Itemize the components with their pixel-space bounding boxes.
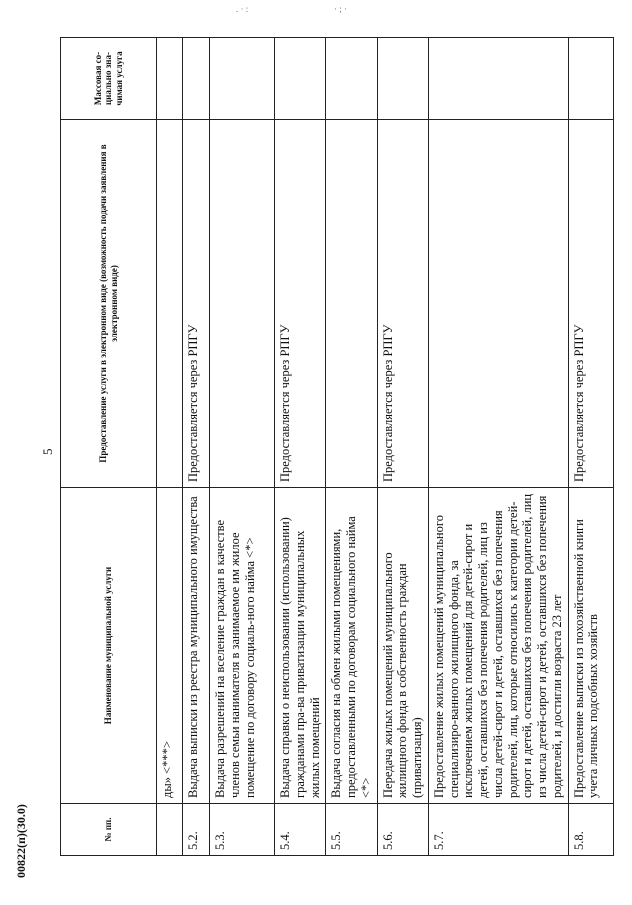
header-mass-service: Массовая со-циально зна-чимая услуга — [61, 38, 157, 120]
row-electronic — [326, 120, 377, 488]
row-electronic: Предоставляется через РПГУ — [275, 120, 326, 488]
row-service-name: Предоставление выписки из похозяйственной книги учета личных подсобных хозяйств — [568, 488, 613, 804]
document-code: 00822(п)(30.0) — [14, 804, 28, 878]
row-electronic: Предоставляется через РПГУ — [568, 120, 613, 488]
row-number: 5.5. — [326, 804, 377, 856]
row-number: 5.6. — [377, 804, 428, 856]
row-electronic: Предоставляется через РПГУ — [377, 120, 428, 488]
table-row — [210, 38, 275, 856]
table-row — [428, 38, 568, 856]
row-number: 5.7. — [428, 804, 568, 856]
row-mass — [377, 38, 428, 120]
row-mass — [326, 38, 377, 120]
header-number: № пп. — [61, 804, 157, 856]
row-service-name: ды» <***> — [157, 488, 183, 804]
row-mass — [183, 38, 210, 120]
row-service-name: Выдача справки о неиспользовании (использовании) гражданами пра-ва приватизации муниципальных жилых помещений — [275, 488, 326, 804]
header-electronic: Предоставление услуги в электронном виде (возможность подачи заявления в электронном виде) — [61, 120, 157, 488]
table-row — [377, 38, 428, 856]
row-mass — [568, 38, 613, 120]
row-number: 5.4. — [275, 804, 326, 856]
row-service-name: Выдача разрешений на вселение граждан в качестве членов семьи нанимателя в занимаемое им жилое помещение по договору социаль-ного найма <*> — [210, 488, 275, 804]
table-row — [326, 38, 377, 856]
row-mass — [275, 38, 326, 120]
row-number — [157, 804, 183, 856]
table-row — [183, 38, 210, 856]
row-service-name: Выдача согласия на обмен жилыми помещениями, предоставленными по договорам социального найма <*> — [326, 488, 377, 804]
table-row — [275, 38, 326, 856]
services-table-container — [60, 38, 601, 856]
table-row — [157, 38, 183, 856]
table-header-row — [61, 38, 157, 856]
row-electronic: Предоставляется через РПГУ — [183, 120, 210, 488]
row-electronic — [157, 120, 183, 488]
row-service-name: Выдача выписки из реестра муниципального имущества — [183, 488, 210, 804]
row-number: 5.3. — [210, 804, 275, 856]
services-table — [60, 37, 614, 856]
row-service-name: Предоставление жилых помещений муниципального специализиро-ванного жилищного фонда, за исключением жилых помещений для детей-сирот и детей, оставшихся без попечения родителей, лиц из числа детей-сирот и детей, оставшихся без попечения родителей, лиц, которые относились к категории детей-сирот и детей, оставшихся без попечения родителей, лиц из числа детей-сирот и детей, оставшихся без попечения родителей, и достигли возраста 23 лет — [428, 488, 568, 804]
row-electronic — [210, 120, 275, 488]
row-mass — [428, 38, 568, 120]
table-row — [568, 38, 613, 856]
scan-noise-mark: . · : — [236, 4, 249, 14]
row-mass — [210, 38, 275, 120]
row-number: 5.2. — [183, 804, 210, 856]
row-number: 5.8. — [568, 804, 613, 856]
row-mass — [157, 38, 183, 120]
scan-noise-mark: · ; · — [334, 4, 347, 14]
page-number: 5 — [40, 448, 55, 455]
row-electronic — [428, 120, 568, 488]
header-service-name: Наименование муниципальной услуги — [61, 488, 157, 804]
row-service-name: Передача жилых помещений муниципального жилищного фонда в собственность граждан (приватизация) — [377, 488, 428, 804]
